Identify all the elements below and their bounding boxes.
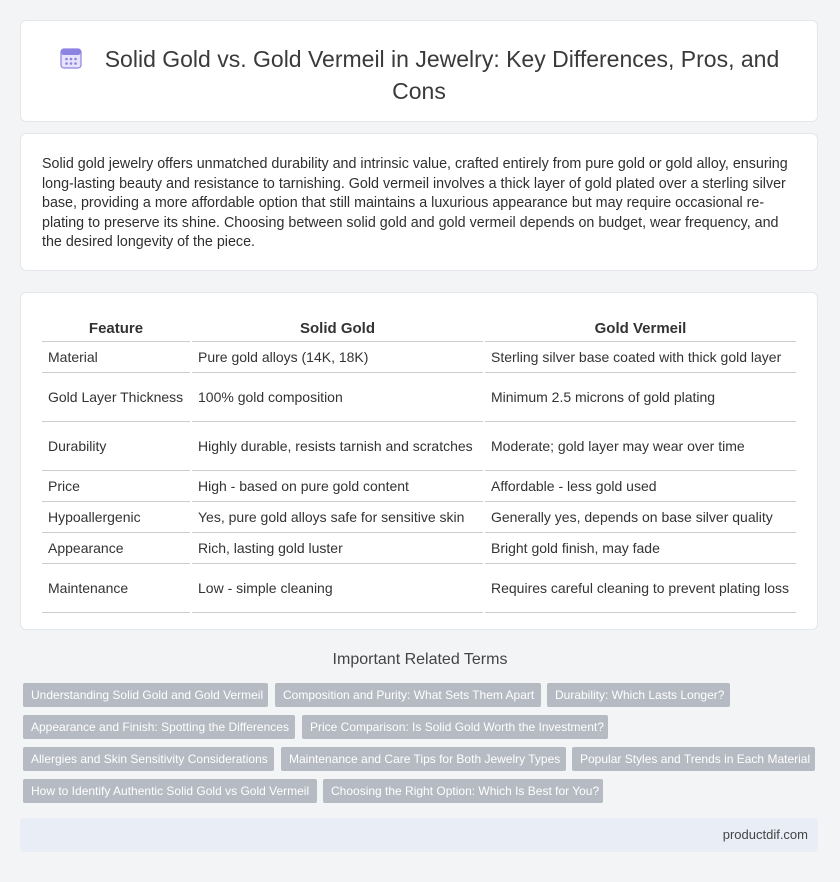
table-row — [42, 342, 797, 373]
gold-vermeil-cell: Sterling silver base coated with thick gold layer — [484, 342, 797, 373]
solid-gold-cell: High - based on pure gold content — [191, 471, 484, 502]
solid-gold-cell: Rich, lasting gold luster — [191, 533, 484, 564]
related-tag[interactable]: How to Identify Authentic Solid Gold vs Gold Vermeil — [23, 779, 317, 803]
feature-cell: Durability — [42, 422, 191, 471]
feature-cell: Maintenance — [42, 564, 191, 613]
page-title-wrap — [21, 45, 817, 106]
feature-cell: Hypoallergenic — [42, 502, 191, 533]
solid-gold-cell: Pure gold alloys (14K, 18K) — [191, 342, 484, 373]
solid-gold-cell: Low - simple cleaning — [191, 564, 484, 613]
related-terms-title: Important Related Terms — [332, 651, 508, 668]
gold-vermeil-cell: Generally yes, depends on base silver quality — [484, 502, 797, 533]
related-tag[interactable]: Maintenance and Care Tips for Both Jewelry Types — [281, 747, 566, 771]
footer — [20, 818, 818, 852]
related-tag[interactable]: Allergies and Skin Sensitivity Considerations — [23, 747, 274, 771]
related-tag[interactable]: Durability: Which Lasts Longer? — [547, 683, 730, 707]
solid-gold-cell: Yes, pure gold alloys safe for sensitive skin — [191, 502, 484, 533]
intro-paragraph: Solid gold jewelry offers unmatched durability and intrinsic value, crafted entirely from pure gold or gold alloy, ensuring long-lasting beauty and resistance to tarnishing. Gold vermeil involves a thick layer of gold plated over a sterling silver base, providing a more affordable option that still maintains a luxurious appearance but may require occasional re-plating to preserve its shine. Choosing between solid gold and gold vermeil depends on budget, wear frequency, and the desired longevity of the piece. — [42, 156, 788, 251]
table-row — [42, 502, 797, 533]
related-tag[interactable]: Popular Styles and Trends in Each Material — [572, 747, 815, 771]
feature-cell: Price — [42, 471, 191, 502]
comparison-table-card — [20, 292, 818, 630]
calendar-icon — [59, 46, 83, 77]
title-card — [20, 20, 818, 122]
feature-cell: Gold Layer Thickness — [42, 373, 191, 422]
gold-vermeil-cell: Moderate; gold layer may wear over time — [484, 422, 797, 471]
header-feature: Feature — [42, 315, 191, 342]
comparison-table — [42, 315, 798, 613]
intro-card — [20, 133, 818, 271]
related-tag[interactable]: Understanding Solid Gold and Gold Vermeil — [23, 683, 268, 707]
header-gold-vermeil: Gold Vermeil — [484, 315, 797, 342]
related-tag[interactable]: Composition and Purity: What Sets Them Apart — [275, 683, 541, 707]
solid-gold-cell: 100% gold composition — [191, 373, 484, 422]
table-row — [42, 422, 797, 471]
page-title: Solid Gold vs. Gold Vermeil in Jewelry: Key Differences, Pros, and Cons — [104, 46, 780, 104]
table-row — [42, 564, 797, 613]
related-tag[interactable]: Appearance and Finish: Spotting the Differences — [23, 715, 295, 739]
table-row — [42, 373, 797, 422]
table-row — [42, 471, 797, 502]
header-solid-gold: Solid Gold — [191, 315, 484, 342]
related-tag[interactable]: Choosing the Right Option: Which Is Best for You? — [323, 779, 603, 803]
solid-gold-cell: Highly durable, resists tarnish and scratches — [191, 422, 484, 471]
gold-vermeil-cell: Requires careful cleaning to prevent plating loss — [484, 564, 797, 613]
related-tag[interactable]: Price Comparison: Is Solid Gold Worth the Investment? — [302, 715, 608, 739]
table-row — [42, 533, 797, 564]
feature-cell: Appearance — [42, 533, 191, 564]
gold-vermeil-cell: Affordable - less gold used — [484, 471, 797, 502]
gold-vermeil-cell: Bright gold finish, may fade — [484, 533, 797, 564]
feature-cell: Material — [42, 342, 191, 373]
footer-site-name[interactable]: productdif.com — [722, 827, 808, 842]
gold-vermeil-cell: Minimum 2.5 microns of gold plating — [484, 373, 797, 422]
